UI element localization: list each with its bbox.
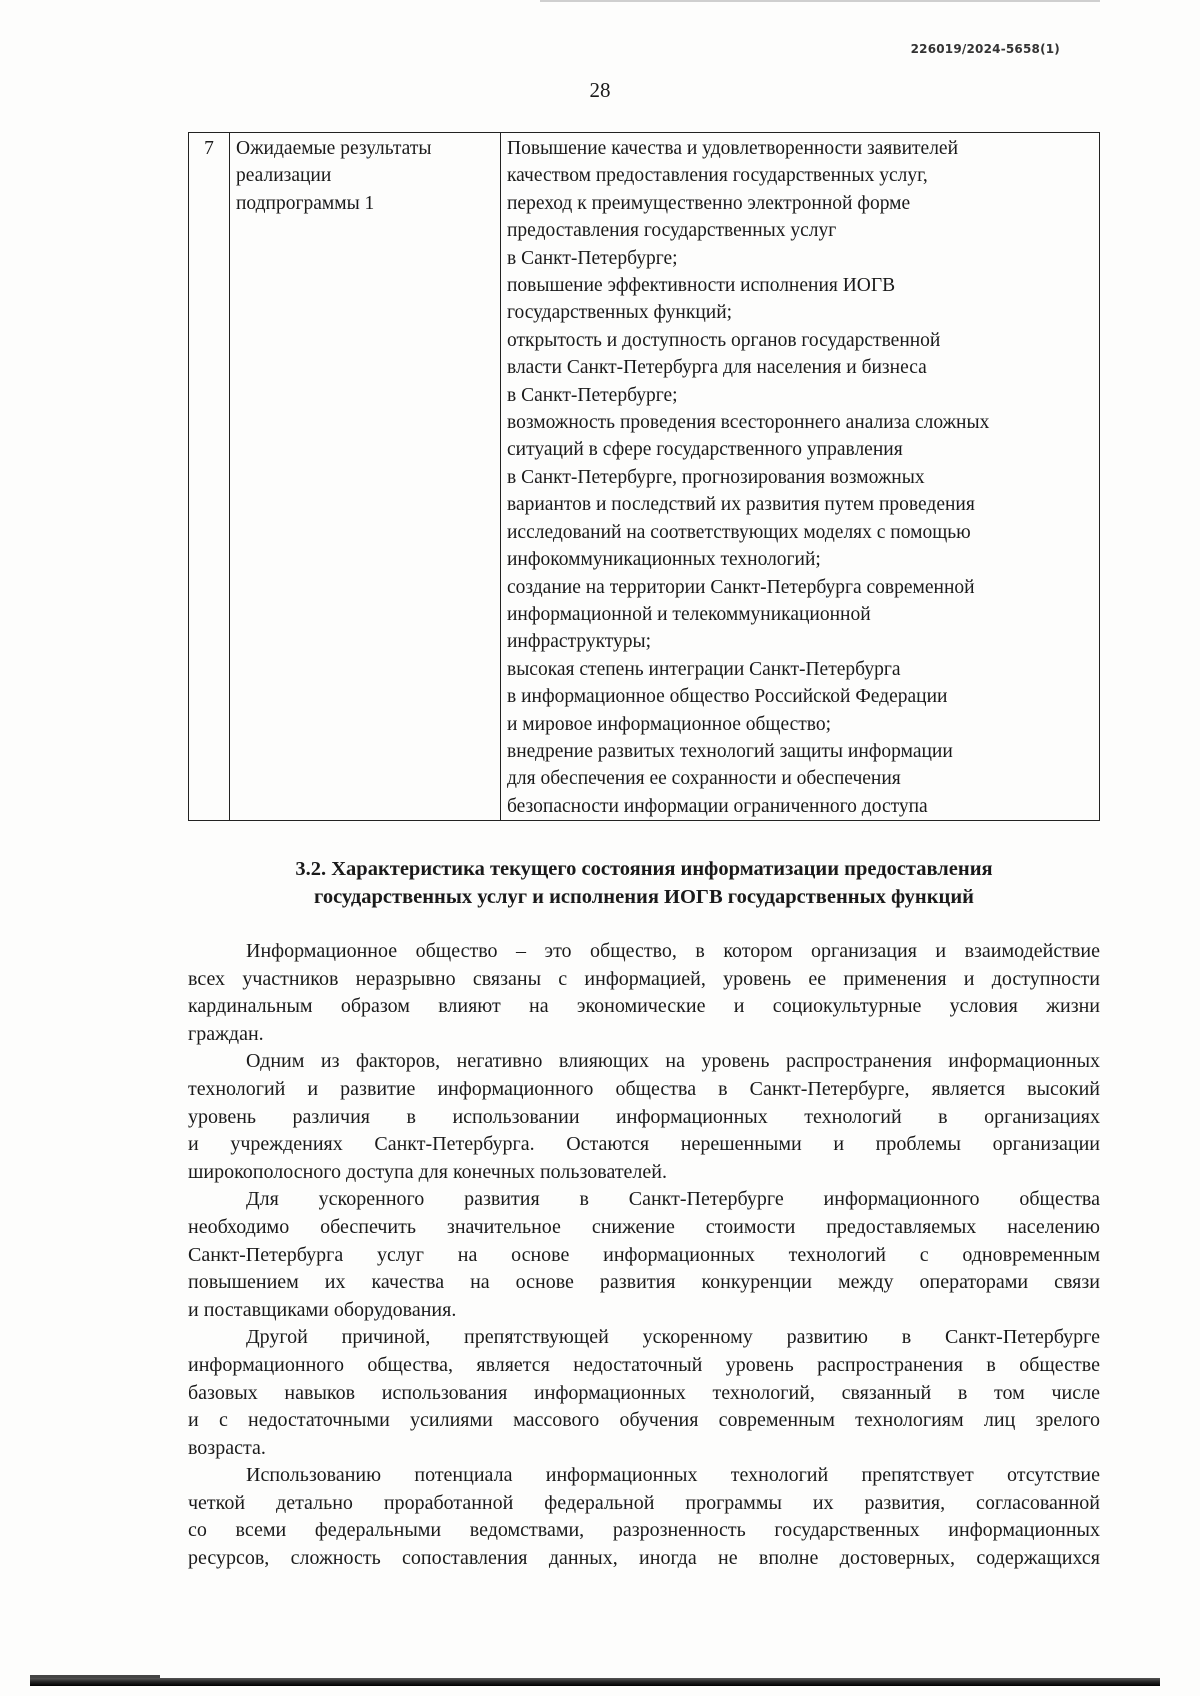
paragraph-line: и поставщиками оборудования.: [188, 1298, 457, 1321]
row-value-line: в Санкт-Петербурге;: [507, 247, 678, 269]
paragraph-line: повышением их качества на основе развития конкуренции между операторами связи: [188, 1271, 1100, 1294]
paragraph: [188, 1462, 1100, 1572]
row-value-line: внедрение развитых технологий защиты информации: [507, 740, 953, 762]
paragraph-line: возраста.: [188, 1436, 266, 1459]
page-number: 28: [589, 78, 611, 102]
paragraph-line: информационного общества, является недостаточный уровень распространения в обществе: [188, 1353, 1100, 1376]
row-value-line: открытость и доступность органов государственной: [507, 329, 941, 351]
paragraph: [188, 938, 1100, 1048]
row-value-line: ситуаций в сфере государственного управления: [507, 439, 903, 461]
table-row: [189, 133, 1100, 821]
paragraph: [188, 1324, 1100, 1462]
paragraph-line: всех участников неразрывно связаны с информацией, уровень ее применения и доступности: [188, 967, 1100, 990]
paragraph-line: ресурсов, сложность сопоставления данных, иногда не вполне достоверных, содержащихся: [188, 1547, 1100, 1570]
scan-edge-bottom: [30, 1678, 1160, 1686]
row-value-line: в Санкт-Петербурге, прогнозирования возможных: [507, 466, 925, 488]
row-value-line: высокая степень интеграции Санкт-Петербурга: [507, 658, 901, 680]
section-heading-line: 3.2. Характеристика текущего состояния информатизации предоставления: [295, 858, 993, 880]
paragraph-line: четкой детально проработанной федеральной программы их развития, согласованной: [188, 1491, 1100, 1514]
paragraph-line: необходимо обеспечить значительное снижение стоимости предоставляемых населению: [188, 1215, 1100, 1238]
row-value-line: повышение эффективности исполнения ИОГВ: [507, 275, 896, 297]
paragraph-line: граждан.: [188, 1022, 264, 1045]
row-value-line: качеством предоставления государственных услуг,: [507, 165, 928, 187]
row-value-line: безопасности информации ограниченного доступа: [507, 795, 928, 817]
row-value-line: предоставления государственных услуг: [507, 220, 837, 242]
document-id: 226019/2024-5658(1): [910, 42, 1060, 56]
row-value-line: Повышение качества и удовлетворенности заявителей: [507, 138, 959, 159]
row-name-line: реализации: [236, 165, 332, 187]
paragraph: [188, 1048, 1100, 1186]
paragraph-line: широкополосного доступа для конечных пользователей.: [188, 1160, 667, 1183]
paragraph-line: Одним из факторов, негативно влияющих на уровень распространения информационных: [246, 1050, 1100, 1073]
row-name-line: Ожидаемые результаты: [236, 138, 432, 159]
row-value-line: создание на территории Санкт-Петербурга современной: [507, 576, 975, 598]
row-value-line: информационной и телекоммуникационной: [507, 603, 871, 625]
row-number-cell: 7: [189, 133, 230, 821]
row-value-line: инфраструктуры;: [507, 631, 652, 653]
scan-edge-line: [540, 0, 1100, 2]
section-heading-line: государственных услуг и исполнения ИОГВ государственных функций: [314, 886, 974, 908]
paragraph: [188, 1186, 1100, 1324]
expected-results-table: [188, 132, 1100, 821]
paragraph-line: уровень различия в использовании информационных технологий в организациях: [188, 1105, 1100, 1128]
paragraph-line: базовых навыков использования информационных технологий, связанный в том числе: [188, 1381, 1100, 1404]
row-name-line: подпрограммы 1: [236, 192, 375, 214]
paragraph-line: и учреждениях Санкт-Петербурга. Остаются нерешенными и проблемы организации: [188, 1133, 1100, 1156]
row-value-line: в Санкт-Петербурге;: [507, 384, 678, 406]
paragraph-line: Санкт-Петербурга услуг на основе информационных технологий с одновременным: [188, 1243, 1100, 1266]
row-name-cell: [230, 133, 501, 821]
row-value-line: в информационное общество Российской Федерации: [507, 686, 948, 708]
body-text: [188, 938, 1100, 1573]
section-heading: [188, 855, 1100, 911]
paragraph-line: технологий и развитие информационного общества в Санкт-Петербурге, является высокий: [188, 1077, 1100, 1100]
paragraph-line: и с недостаточными усилиями массового обучения современным технологиям лиц зрелого: [188, 1409, 1100, 1432]
paragraph-line: Информационное общество – это общество, в котором организация и взаимодействие: [246, 940, 1100, 962]
paragraph-line: со всеми федеральными ведомствами, разрозненность государственных информационных: [188, 1519, 1100, 1542]
row-value-line: переход к преимущественно электронной форме: [507, 192, 911, 214]
row-value-line: для обеспечения ее сохранности и обеспечения: [507, 768, 901, 790]
paragraph-line: Использованию потенциала информационных технологий препятствует отсутствие: [246, 1464, 1100, 1487]
paragraph-line: Для ускоренного развития в Санкт-Петербурге информационного общества: [246, 1188, 1100, 1211]
row-value-line: инфокоммуникационных технологий;: [507, 549, 821, 571]
row-value-line: государственных функций;: [507, 302, 733, 324]
row-value-line: власти Санкт-Петербурга для населения и бизнеса: [507, 357, 927, 379]
paragraph-line: Другой причиной, препятствующей ускоренному развитию в Санкт-Петербурге: [246, 1326, 1100, 1349]
row-value-line: исследований на соответствующих моделях с помощью: [507, 521, 971, 543]
row-value-line: вариантов и последствий их развития путем проведения: [507, 494, 975, 516]
paragraph-line: кардинальным образом влияют на экономические и социокультурные условия жизни: [188, 995, 1100, 1018]
row-value-cell: [501, 133, 1100, 821]
row-value-line: возможность проведения всестороннего анализа сложных: [507, 412, 990, 434]
row-value-line: и мировое информационное общество;: [507, 713, 832, 735]
